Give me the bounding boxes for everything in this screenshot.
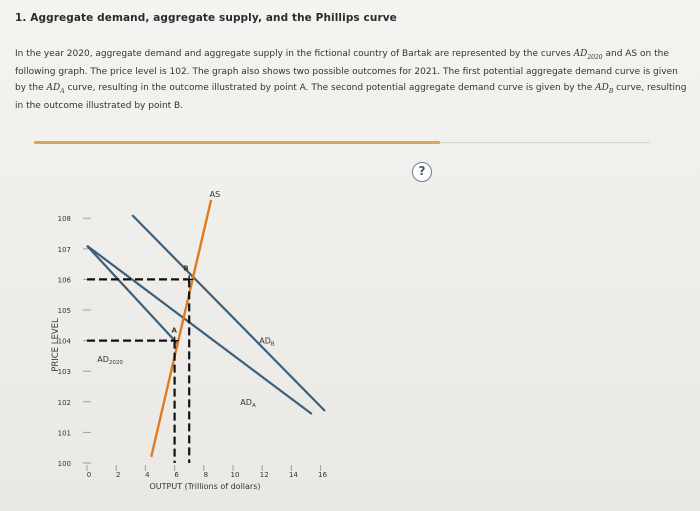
adb-symbol-base: AD [595, 82, 609, 93]
adb-curve [132, 215, 325, 411]
as-label: AS [209, 189, 221, 199]
y-tick-label: 107 [57, 245, 71, 254]
help-button[interactable]: ? [412, 162, 432, 182]
question-text-part-2: and AS on the following graph. The price level is 102. The graph also shows two possible outcomes for 2021. The first potential aggregate demand curve is given by the [15, 49, 678, 93]
ada-curve [87, 246, 312, 414]
x-tick-label: 10 [230, 471, 240, 479]
ad2020-label-sub: 2020 [108, 360, 123, 367]
y-tick-label: 104 [57, 337, 71, 346]
point-a-label: A [171, 326, 177, 335]
x-tick-label: 12 [259, 471, 269, 479]
adb-symbol-sub: B [608, 87, 614, 95]
ad2020-symbol-sub: 2020 [587, 53, 603, 61]
x-tick-label: 6 [174, 471, 179, 479]
adb-label: $AD_B$ [259, 336, 275, 348]
x-tick-label: 4 [145, 471, 150, 479]
ad2020-label: $AD_{2020}$ [97, 355, 123, 367]
ada-symbol-sub: A [60, 87, 65, 95]
as-curve [151, 200, 211, 457]
question-text-part-3: curve, resulting in the outcome illustrated by point A. The second potential aggregate demand curve is given by the [64, 82, 596, 93]
question-title: 1. Aggregate demand, aggregate supply, and the Phillips curve [15, 12, 397, 24]
y-tick-label: 100 [57, 460, 71, 468]
x-tick-label: 16 [318, 471, 328, 479]
ada-label-sub: A [251, 402, 256, 409]
y-tick-label: 101 [57, 429, 71, 438]
y-tick-label: 103 [57, 368, 71, 377]
y-tick-label: 108 [57, 215, 71, 224]
y-tick-label: 105 [57, 307, 71, 315]
ada-symbol-base: AD [46, 82, 61, 93]
y-tick-label: 106 [57, 276, 71, 285]
dashed-reference-lines [87, 279, 189, 463]
ada-label: $AD_A$ [240, 397, 256, 409]
x-tick-label: 14 [288, 471, 298, 479]
ad2020-curve [87, 246, 178, 344]
graph-labels [97, 190, 275, 409]
x-tick-label: 8 [203, 471, 209, 479]
point-b-label: B [183, 264, 189, 273]
question-text-part-1: In the year 2020, aggregate demand and aggregate supply in the fictional country of Bartak are represented by the curves [15, 49, 574, 59]
x-axis-label: OUTPUT (Trillions of dollars) [149, 482, 261, 491]
y-tick-label: 102 [57, 398, 71, 407]
y-axis-label: PRICE LEVEL [51, 318, 61, 372]
ad2020-symbol-base: AD [573, 49, 588, 59]
graph-curves [87, 200, 325, 457]
x-tick-label: 2 [115, 471, 121, 479]
question-text-part-4: curve, resulting in the outcome illustrated by point B. [15, 82, 687, 112]
x-tick-label: 0 [86, 471, 92, 479]
adb-label-sub: B [270, 341, 275, 348]
